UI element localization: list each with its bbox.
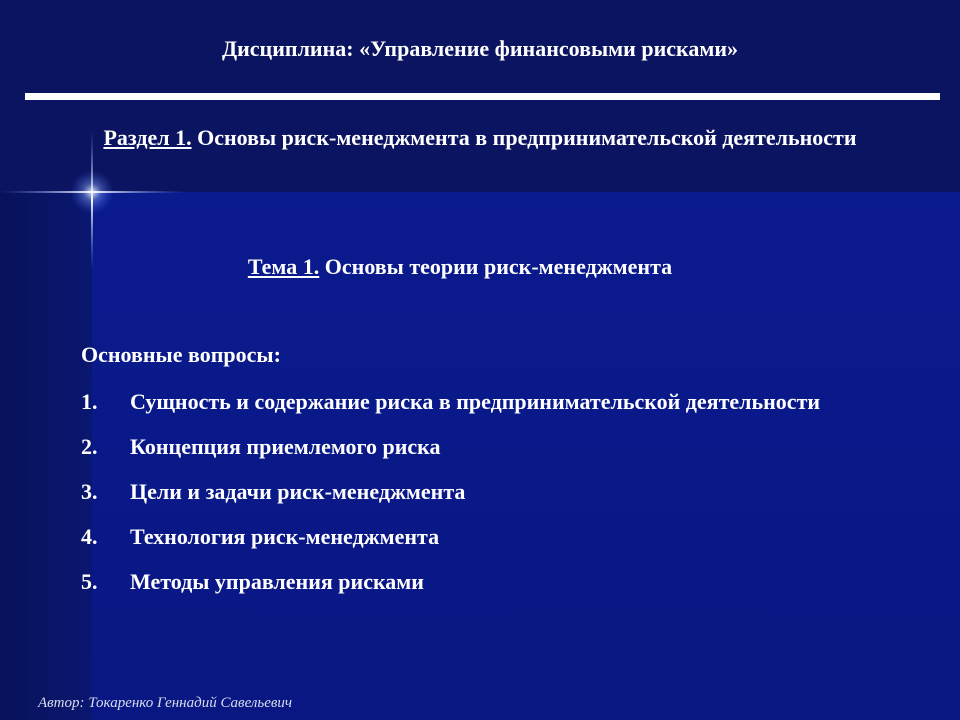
discipline-title: Дисциплина: «Управление финансовыми рисками» — [221, 36, 739, 61]
list-item-number: 2. — [81, 434, 98, 459]
list-item-text: Концепция приемлемого риска — [130, 434, 441, 459]
list-item-number: 5. — [81, 569, 98, 594]
header-divider — [25, 93, 940, 100]
list-item — [81, 431, 841, 463]
list-item-text: Сущность и содержание риска в предпринимательской деятельности — [130, 389, 821, 414]
list-item-number: 4. — [81, 524, 98, 549]
list-item — [81, 476, 841, 508]
section-heading — [100, 122, 860, 154]
list-item-text: Технология риск-менеджмента — [130, 524, 440, 549]
list-item-number: 3. — [81, 479, 98, 504]
list-item-number: 1. — [81, 389, 98, 414]
section-title: Основы риск-менеджмента в предпринимательской деятельности — [191, 125, 857, 150]
list-item-text: Цели и задачи риск-менеджмента — [130, 479, 466, 504]
questions-list — [81, 386, 841, 611]
list-item — [81, 566, 841, 598]
questions-heading: Основные вопросы: — [81, 342, 281, 367]
topic-label: Тема 1. — [247, 254, 320, 279]
topic-heading — [0, 254, 920, 280]
topic-title: Основы теории риск-менеджмента — [319, 254, 673, 279]
list-item — [81, 386, 841, 418]
list-item — [81, 521, 841, 553]
section-label: Раздел 1. — [103, 125, 192, 150]
list-item-text: Методы управления рисками — [130, 569, 424, 594]
author-credit: Автор: Токаренко Геннадий Савельевич — [38, 695, 293, 711]
